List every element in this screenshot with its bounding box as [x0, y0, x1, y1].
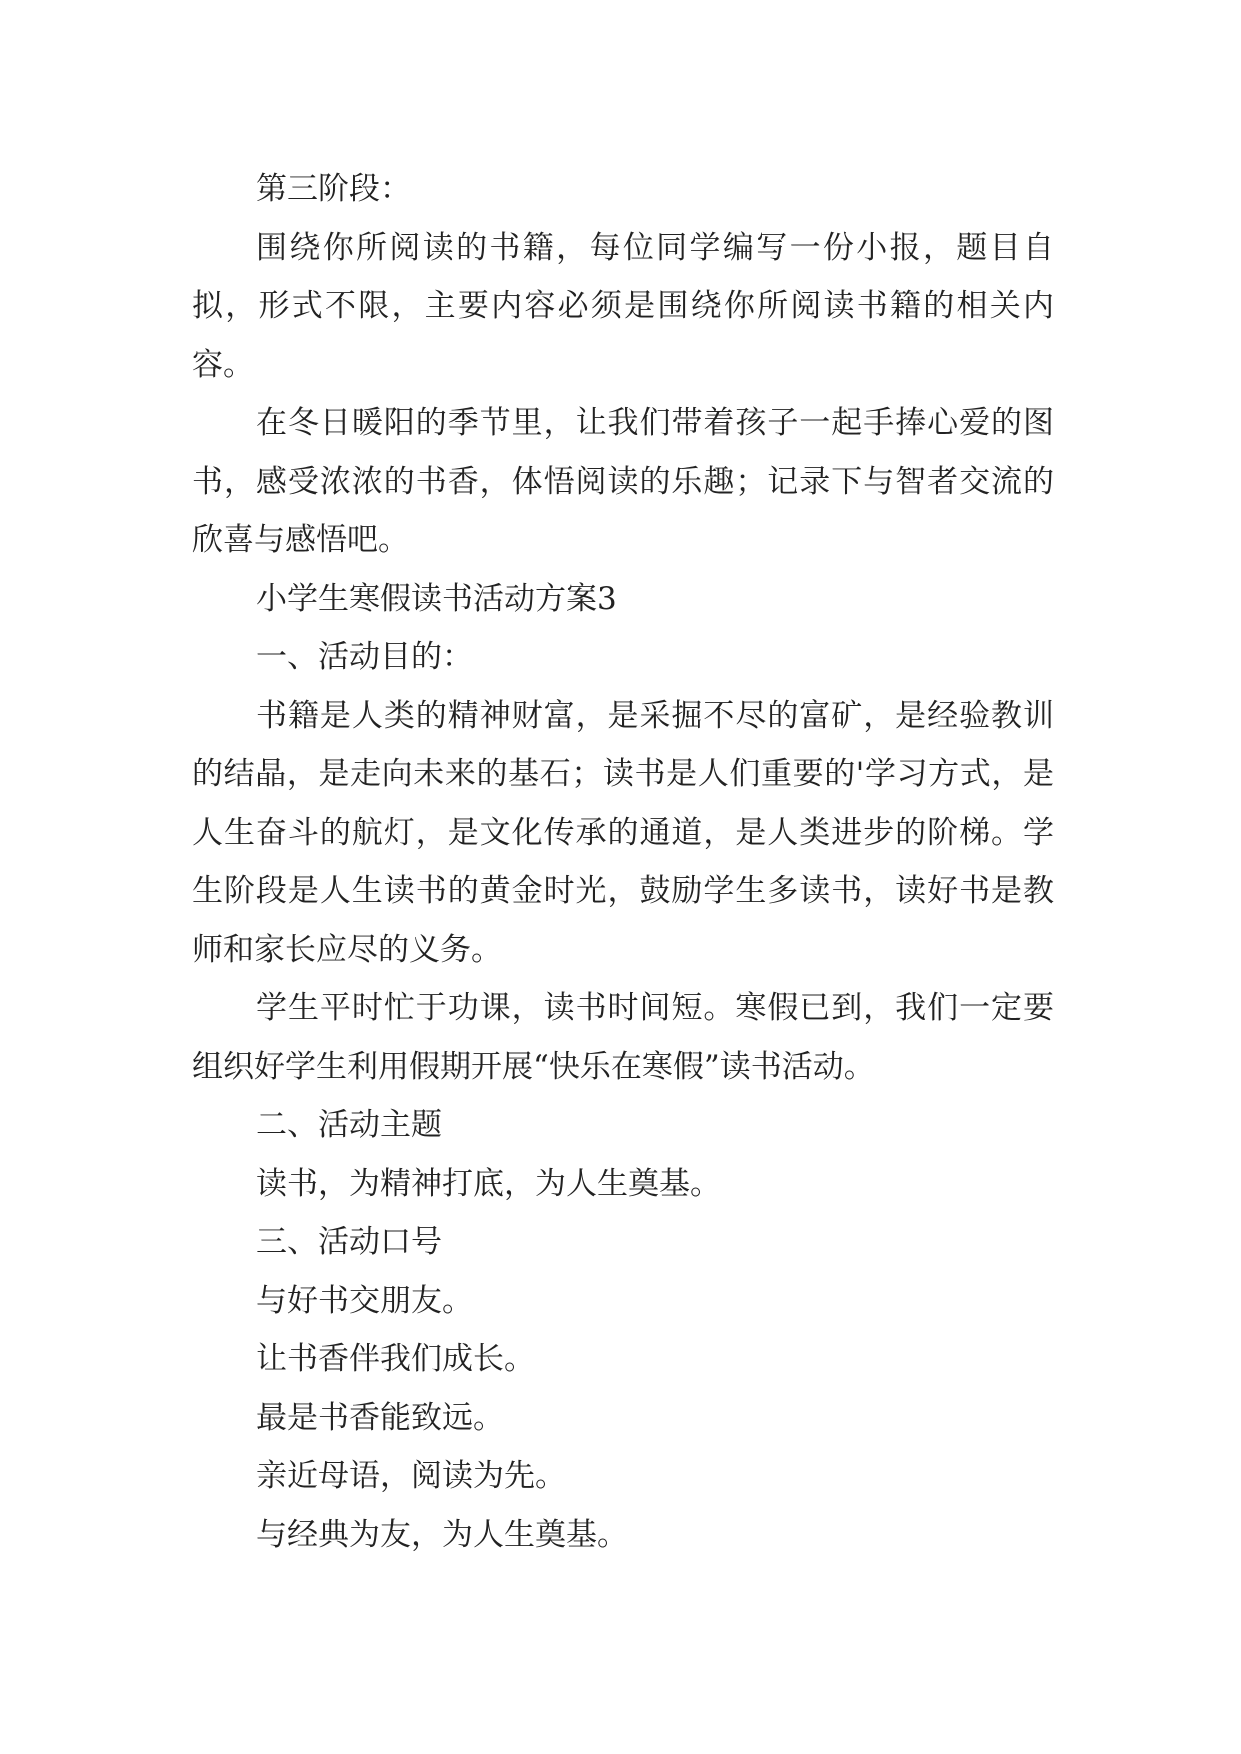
heading-activity-slogan: 三、活动口号 [256, 1224, 442, 1260]
section-title-plan-3: 小学生寒假读书活动方案3 [256, 580, 617, 617]
slogan-item: 亲近母语，阅读为先。 [256, 1458, 566, 1494]
heading-activity-purpose: 一、活动目的： [256, 639, 473, 675]
slogan-item: 与经典为友，为人生奠基。 [256, 1516, 628, 1553]
paragraph-newspaper-task: 围绕你所阅读的书籍，每位同学编写一份小报，题目自拟，形式不限，主要内容必须是围绕你所阅读书籍的相关内容。 [192, 229, 1054, 383]
slogan-item: 最是书香能致远。 [256, 1399, 504, 1436]
paragraph-winter-reading: 在冬日暖阳的季节里，让我们带着孩子一起手捧心爱的图书，感受浓浓的书香，体悟阅读的乐趣；记录下与智者交流的欣喜与感悟吧。 [192, 405, 1054, 558]
paragraph-stage-three-heading: 第三阶段： [256, 171, 411, 207]
paragraph-theme-text: 读书，为精神打底，为人生奠基。 [256, 1165, 721, 1202]
slogan-item: 让书香伴我们成长。 [256, 1341, 535, 1377]
paragraph-winter-activity: 学生平时忙于功课，读书时间短。寒假已到，我们一定要组织好学生利用假期开展“快乐在寒假”读书活动。 [192, 990, 1054, 1085]
document-body [192, 160, 1054, 1564]
heading-activity-theme: 二、活动主题 [256, 1107, 442, 1143]
paragraph-books-value: 书籍是人类的精神财富，是采掘不尽的富矿，是经验教训的结晶，是走向未来的基石；读书是人们重要的'学习方式，是人生奋斗的航灯，是文化传承的通道，是人类进步的阶梯。学生阶段是人生读书的黄金时光，鼓励学生多读书，读好书是教师和家长应尽的义务。 [192, 697, 1054, 968]
slogan-item: 与好书交朋友。 [256, 1282, 473, 1319]
